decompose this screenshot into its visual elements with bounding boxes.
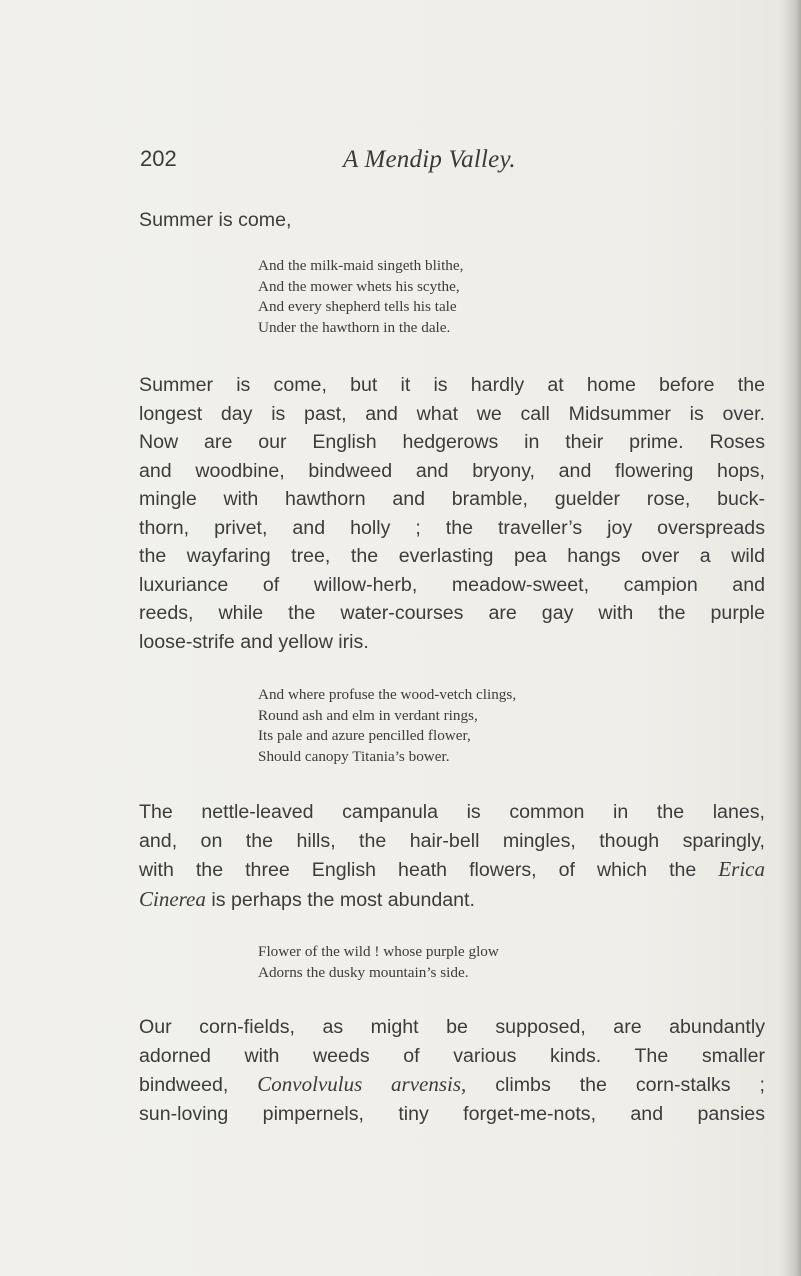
- paragraph-line: thorn, privet, and holly ; the traveller’s joy overspreads: [139, 516, 765, 539]
- verse-stanza-2: [258, 685, 678, 767]
- paragraph-text: bindweed,: [139, 1074, 229, 1096]
- verse-line: And where profuse the wood-vetch clings,: [258, 686, 517, 703]
- paragraph-line: Now are our English hedgerows in their prime. Roses: [139, 431, 765, 453]
- verse-line: Flower of the wild ! whose purple glow: [258, 943, 499, 960]
- paragraph-line: the wayfaring tree, the everlasting pea hangs over a wild: [139, 545, 765, 567]
- verse-stanza-1: [258, 256, 678, 338]
- paragraph-3: [139, 1013, 765, 1128]
- paragraph-line: adorned with weeds of various kinds. The smaller: [139, 1044, 765, 1067]
- verse-line: And every shepherd tells his tale: [258, 298, 457, 315]
- verse-line: Should canopy Titania’s bower.: [258, 747, 450, 765]
- paragraph-line: sun-loving pimpernels, tiny forget-me-nots, and pansies: [139, 1102, 765, 1125]
- paragraph-line: reeds, while the water-courses are gay with the purple: [139, 602, 765, 624]
- verse-line: Adorns the dusky mountain’s side.: [258, 963, 469, 981]
- paragraph-line: The nettle-leaved campanula is common in the lanes,: [139, 801, 765, 823]
- paragraph-text: is perhaps the most abundant.: [211, 888, 475, 911]
- paragraph-line: and, on the hills, the hair-bell mingles, though sparingly,: [139, 829, 765, 852]
- verse-line: And the milk-maid singeth blithe,: [258, 257, 464, 274]
- opening-line-block: [139, 206, 765, 235]
- paragraph-line: and woodbine, bindweed and bryony, and flowering hops,: [139, 459, 765, 482]
- paragraph-1: [139, 371, 765, 656]
- paragraph-line: longest day is past, and what we call Midsummer is over.: [139, 402, 765, 425]
- italic-taxon: Convolvulus arvensis,: [257, 1072, 467, 1096]
- paragraph-line: [139, 885, 765, 915]
- verse-line: And the mower whets his scythe,: [258, 277, 460, 295]
- running-title: A Mendip Valley.: [343, 146, 516, 173]
- paragraph-line: loose-strife and yellow iris.: [139, 630, 369, 653]
- paragraph-line: [139, 1070, 765, 1100]
- running-head: [140, 146, 780, 182]
- verse-line: Its pale and azure pencilled flower,: [258, 727, 471, 744]
- paragraph-line: Our corn-fields, as might be supposed, are abundantly: [139, 1016, 765, 1038]
- italic-taxon: Erica: [718, 857, 765, 881]
- paragraph-line: mingle with hawthorn and bramble, guelder rose, buck-: [139, 488, 765, 510]
- opening-line: Summer is come,: [139, 209, 292, 231]
- paragraph-line: Summer is come, but it is hardly at home before the: [139, 374, 765, 396]
- paragraph-2: [139, 798, 765, 914]
- page-edge-shadow: [783, 0, 801, 1276]
- verse-line: Under the hawthorn in the dale.: [258, 318, 451, 336]
- paragraph-text: climbs the corn-stalks ;: [495, 1074, 765, 1096]
- verse-line: Round ash and elm in verdant rings,: [258, 706, 478, 724]
- page-number: 202: [140, 146, 177, 171]
- paragraph-line: luxuriance of willow-herb, meadow-sweet, campion and: [139, 573, 765, 596]
- italic-taxon: Cinerea: [139, 886, 206, 911]
- verse-stanza-3: [258, 942, 678, 983]
- paragraph-text: with the three English heath flowers, of which the: [139, 859, 697, 881]
- paragraph-line: [139, 855, 765, 885]
